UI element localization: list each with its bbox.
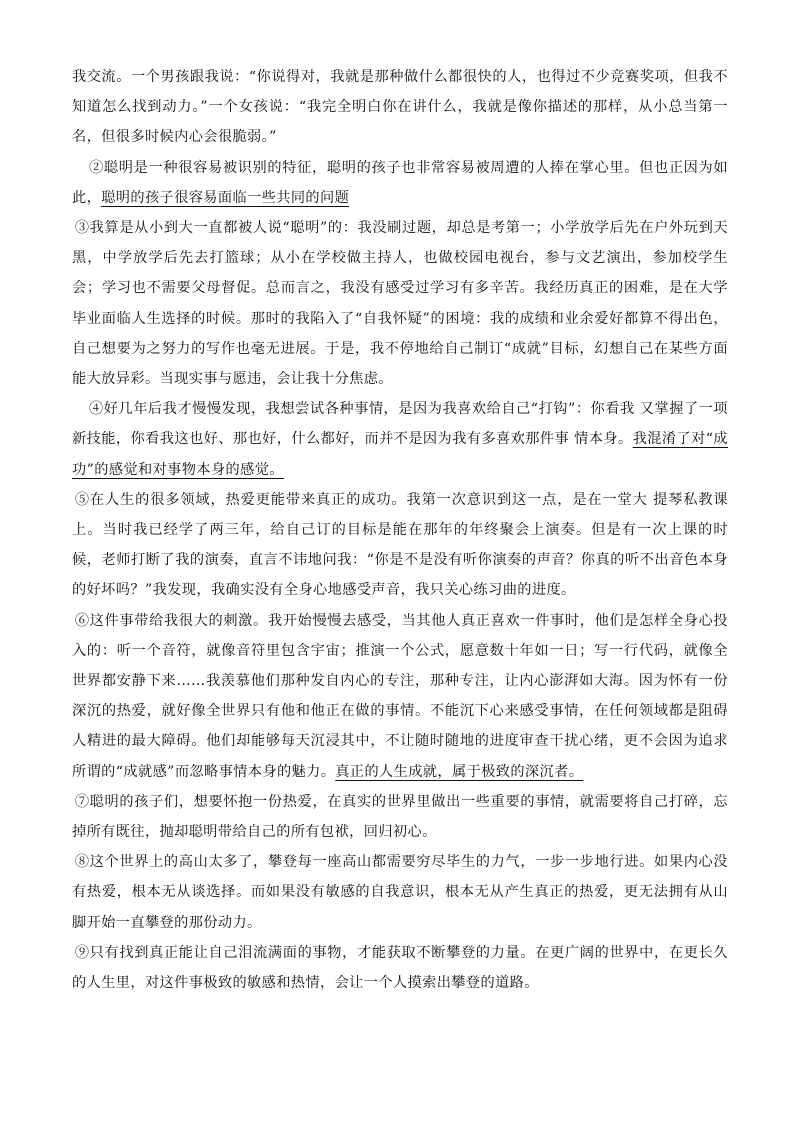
paragraph-text: 我交流。一个男孩跟我说：“你说得对，我就是那种做什么都很快的人，也得过不少竞赛奖项，但我不知道怎么找到动力。”一个女孩说：“我完全明白你在讲什么，我就是像你描述的那样，从小总当第一名，但很多时候内心会很脆弱。” <box>72 69 728 146</box>
document-page <box>72 62 728 998</box>
paragraph-5 <box>72 485 728 606</box>
paragraph-text: ⑦聪明的孩子们，想要怀抱一份热爱，在真实的世界里做出一些重要的事情，就需要将自己打碎，忘掉所有既往，抛却聪明带给自己的所有包袱，回归初心。 <box>72 793 728 841</box>
paragraph-text: ⑥这件事带给我很大的刺激。我开始慢慢去感受，当其他人真正喜欢一件事时，他们是怎样全身心投入的：听一个音符，就像音符里包含宇宙；推演一个公式，愿意数十年如一日；写一行代码，就像全世界都安静下来……我羡慕他们那种发自内心的专注，那种专注，让内心澎湃如大海。因为怀有一份深沉的热爱，就好像全世界只有他和他正在做的事情。不能沉下心来感受事情，在任何领域都是阻碍人精进的最大障碍。他们却能够每天沉浸其中，不让随时随地的进度审查干扰心绪，更不会因为追求所谓的“成就感”而忽略事情本身的魅力。 <box>72 612 728 780</box>
paragraph-text: ⑤在人生的很多领域，热爱更能带来真正的成功。我第一次意识到这一点，是在一堂大 提琴私教课上。当时我已经学了两三年，给自己订的目标是能在那年的年终聚会上演奏。但是有一次上课的时候，老师打断了我的演奏，直言不讳地问我：“你是不是没有听你演奏的声音？你真的听不出音色本身的好坏吗？”我发现，我确实没有全身心地感受声音，我只关心练习曲的进度。 <box>72 491 728 599</box>
paragraph-6 <box>72 606 728 787</box>
paragraph-2 <box>72 153 728 213</box>
paragraph-7 <box>72 787 728 847</box>
paragraph-4 <box>72 394 728 485</box>
underlined-sentence: 真正的人生成就，属于极致的深沉者。 <box>335 763 584 780</box>
paragraph-text: ⑧这个世界上的高山太多了，攀登每一座高山都需要穷尽毕生的力气，一步一步地行进。如果内心没有热爱，根本无从谈选择。而如果没有敏感的自我意识，根本无从产生真正的热爱，更无法拥有从山脚开始一直攀登的那份动力。 <box>72 854 728 931</box>
paragraph-text: ④好几年后我才慢慢发现，我想尝试各种事情，是因为我喜欢给自己“打钩”：你看我 又掌握了一项新技能，你看我这也好、那也好，什么都好，而并不是因为我有多喜欢那件事 情本身。 <box>72 401 728 448</box>
underlined-sentence: 聪明的孩子很容易面临一些共同的问题 <box>101 189 350 206</box>
paragraph-9 <box>72 938 728 998</box>
paragraph-text: ②聪明是一种很容易被识别的特征，聪明的孩子也非常容易被周遭的人捧在掌心里。但也正因为如此， <box>72 159 728 206</box>
paragraph-8 <box>72 847 728 938</box>
underlined-sentence: 我混淆了对“成功”的感觉和对事物本身的感觉。 <box>72 431 728 478</box>
paragraph-text: ③我算是从小到大一直都被人说“聪明”的：我没刷过题，却总是考第一；小学放学后先在户外玩到天黑，中学放学后先去打篮球；从小在学校做主持人，也做校园电视台，参与文艺演出，参加校学生会；学习也不需要父母督促。总而言之，我没有感受过学习有多辛苦。我经历真正的困难，是在大学毕业面临人生选择的时候。那时的我陷入了“自我怀疑”的困境：我的成绩和业余爱好都算不得出色，自己想要为之努力的写作也毫无进展。于是，我不停地给自己制订“成就”目标，幻想自己在某些方面能大放异彩。当现实事与愿违，会让我十分焦虑。 <box>72 220 728 388</box>
paragraph-3 <box>72 213 728 394</box>
paragraph-text: ⑨只有找到真正能让自己泪流满面的事物，才能获取不断攀登的力量。在更广阔的世界中，在更长久的人生里，对这件事极致的敏感和热情，会让一个人摸索出攀登的道路。 <box>72 944 728 992</box>
paragraph-intro <box>72 62 728 153</box>
